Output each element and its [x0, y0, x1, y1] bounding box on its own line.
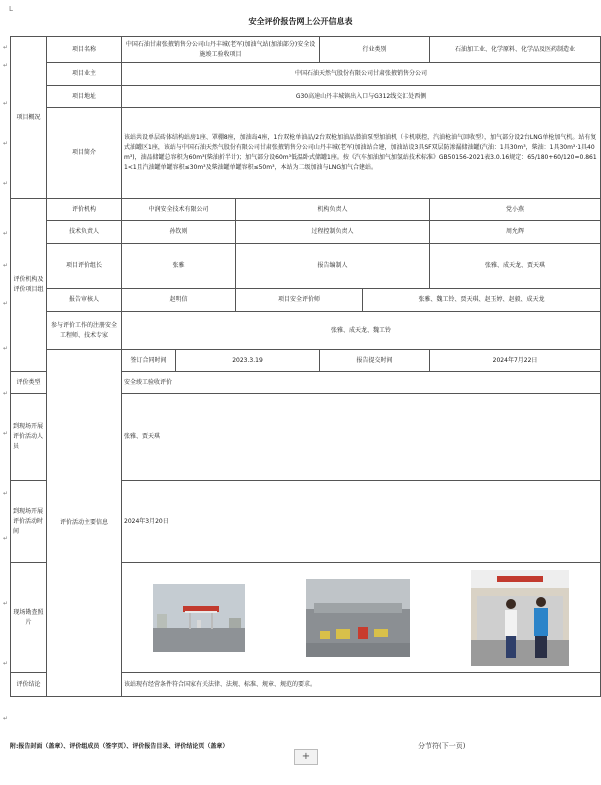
industry-value: 石油加工业、化学原料、化学品及医药制造业: [430, 37, 601, 63]
agency-head-label: 机构负责人: [236, 199, 430, 221]
group-activity: 评价活动主要信息: [47, 350, 122, 697]
tech-head-value: 孙钦则: [122, 221, 236, 244]
page-title: 安全评价报告网上公开信息表: [248, 17, 353, 26]
reviewer-value: 赵明信: [122, 289, 236, 312]
footer-note: 附:报告封面（盖章）、评价组成员（签字页）、评价报告目录、评价结论页（盖章）: [10, 743, 229, 750]
add-button[interactable]: +: [294, 749, 318, 765]
agency-value: 中润安全技术有限公司: [122, 199, 236, 221]
photo-station-canopy: [153, 584, 245, 652]
paragraph-mark: ↵: [3, 660, 9, 667]
type-value: 安全竣工验收评价: [122, 372, 601, 394]
paragraph-mark: ↵: [3, 715, 9, 722]
reviewer-label: 报告审核人: [47, 289, 122, 312]
type-label: 评价类型: [11, 372, 47, 394]
agency-head-value: 党小燕: [430, 199, 601, 221]
writer-value: 张雅、成天龙、贾天琪: [430, 244, 601, 289]
photos-cell: [122, 563, 601, 673]
paragraph-mark: ↵: [3, 345, 9, 352]
process-head-label: 过程控制负责人: [236, 221, 430, 244]
owner-value: 中国石油天然气股份有限公司甘肃张掖销售分公司: [122, 63, 601, 86]
evaluators-label: 项目安全评价师: [236, 289, 363, 312]
leader-value: 张雅: [122, 244, 236, 289]
paragraph-mark: ↵: [3, 180, 9, 187]
corner-mark: L: [9, 5, 13, 13]
paragraph-mark: ↵: [3, 100, 9, 107]
contract-label: 签订合同时间: [122, 350, 176, 372]
conclusion-label: 评价结论: [11, 673, 47, 697]
paragraph-mark: ↵: [3, 230, 9, 237]
paragraph-mark: ↵: [3, 490, 9, 497]
photo-tank-area: [306, 579, 410, 657]
section-break: 分节符(下一页): [418, 742, 466, 750]
writer-label: 报告编制人: [236, 244, 430, 289]
leader-label: 项目评价组长: [47, 244, 122, 289]
engineers-label: 参与评价工作的注册安全工程师、技术专家: [47, 312, 122, 350]
intro-label: 项目简介: [47, 108, 122, 199]
paragraph-mark: ↵: [3, 262, 9, 269]
onsite-time-label: 到现场开展评价活动时间: [11, 481, 47, 563]
onsite-people-value: 张雅、贾天琪: [122, 394, 601, 481]
contract-value: 2023.3.19: [176, 350, 320, 372]
address-label: 项目地址: [47, 86, 122, 108]
owner-label: 项目业主: [47, 63, 122, 86]
address-value: G30高速山丹丰城镇出入口与G312线交汇处西侧: [122, 86, 601, 108]
group-project: 项目概况: [11, 37, 47, 199]
info-table: [10, 36, 601, 697]
paragraph-mark: ↵: [3, 140, 9, 147]
paragraph-mark: ↵: [3, 62, 9, 69]
conclusion-value: 该站现有经营条件符合国家有关法律、法规、标准、规章、规范的要求。: [122, 673, 601, 697]
paragraph-mark: ↵: [3, 600, 9, 607]
process-head-value: 周允辉: [430, 221, 601, 244]
onsite-time-value: 2024年3月20日: [122, 481, 601, 563]
paragraph-mark: ↵: [3, 430, 9, 437]
submit-value: 2024年7月22日: [430, 350, 601, 372]
agency-label: 评价机构: [47, 199, 122, 221]
photos-label: 现场勘查照片: [11, 563, 47, 673]
submit-label: 报告提交时间: [320, 350, 430, 372]
paragraph-mark: ↵: [3, 300, 9, 307]
intro-value: 该站共设单层砖体结构站房1座、罩棚8座，加油岛4座，1台双枪单油品/2台双枪加油品潜油泵型加油机（卡机联控，汽油枪油气回收型），加气部分设2台LNG单枪加气机。站有复式油罐区1座，该站与中国石油天然气股份有限公司甘肃张掖销售分公司山丹丰城(老军)加油站合建，加油站设3具SF双层防渗漏储油罐(汽油：1具30m³，柴油：1具30m³·1具40m³)，油品储罐总容积为60m³(柴油折半计)；加气部分设60m³低温卧式储罐1座。按《汽车加油加气加氢站技术标准》GB50156-2021表3.0.16规定：65/180+60/120=0.8611<1且汽油罐单罐容积≤30m³及柴油罐单罐容积≤50m³，本站为二级加油与LNG加气合建站。: [122, 108, 601, 199]
paragraph-mark: ↵: [3, 44, 9, 51]
name-label: 项目名称: [47, 37, 122, 63]
tech-head-label: 技术负责人: [47, 221, 122, 244]
group-org: 评价机构及评价项目组: [11, 199, 47, 372]
name-value: 中国石油甘肃张掖销售分公司山丹丰城(老军)加油气站(加油部分)安全设施竣工验收项目: [122, 37, 320, 63]
engineers-value: 张雅、成天龙、魏工铃: [122, 312, 601, 350]
paragraph-mark: ↵: [3, 535, 9, 542]
evaluators-value: 张雅、魏工铃、贾天琪、赵玉婷、赵毅、成天龙: [363, 289, 601, 312]
photo-inspectors: [471, 570, 569, 666]
onsite-people-label: 到现场开展评价活动人员: [11, 394, 47, 481]
paragraph-mark: ↵: [3, 390, 9, 397]
industry-label: 行业类别: [320, 37, 430, 63]
